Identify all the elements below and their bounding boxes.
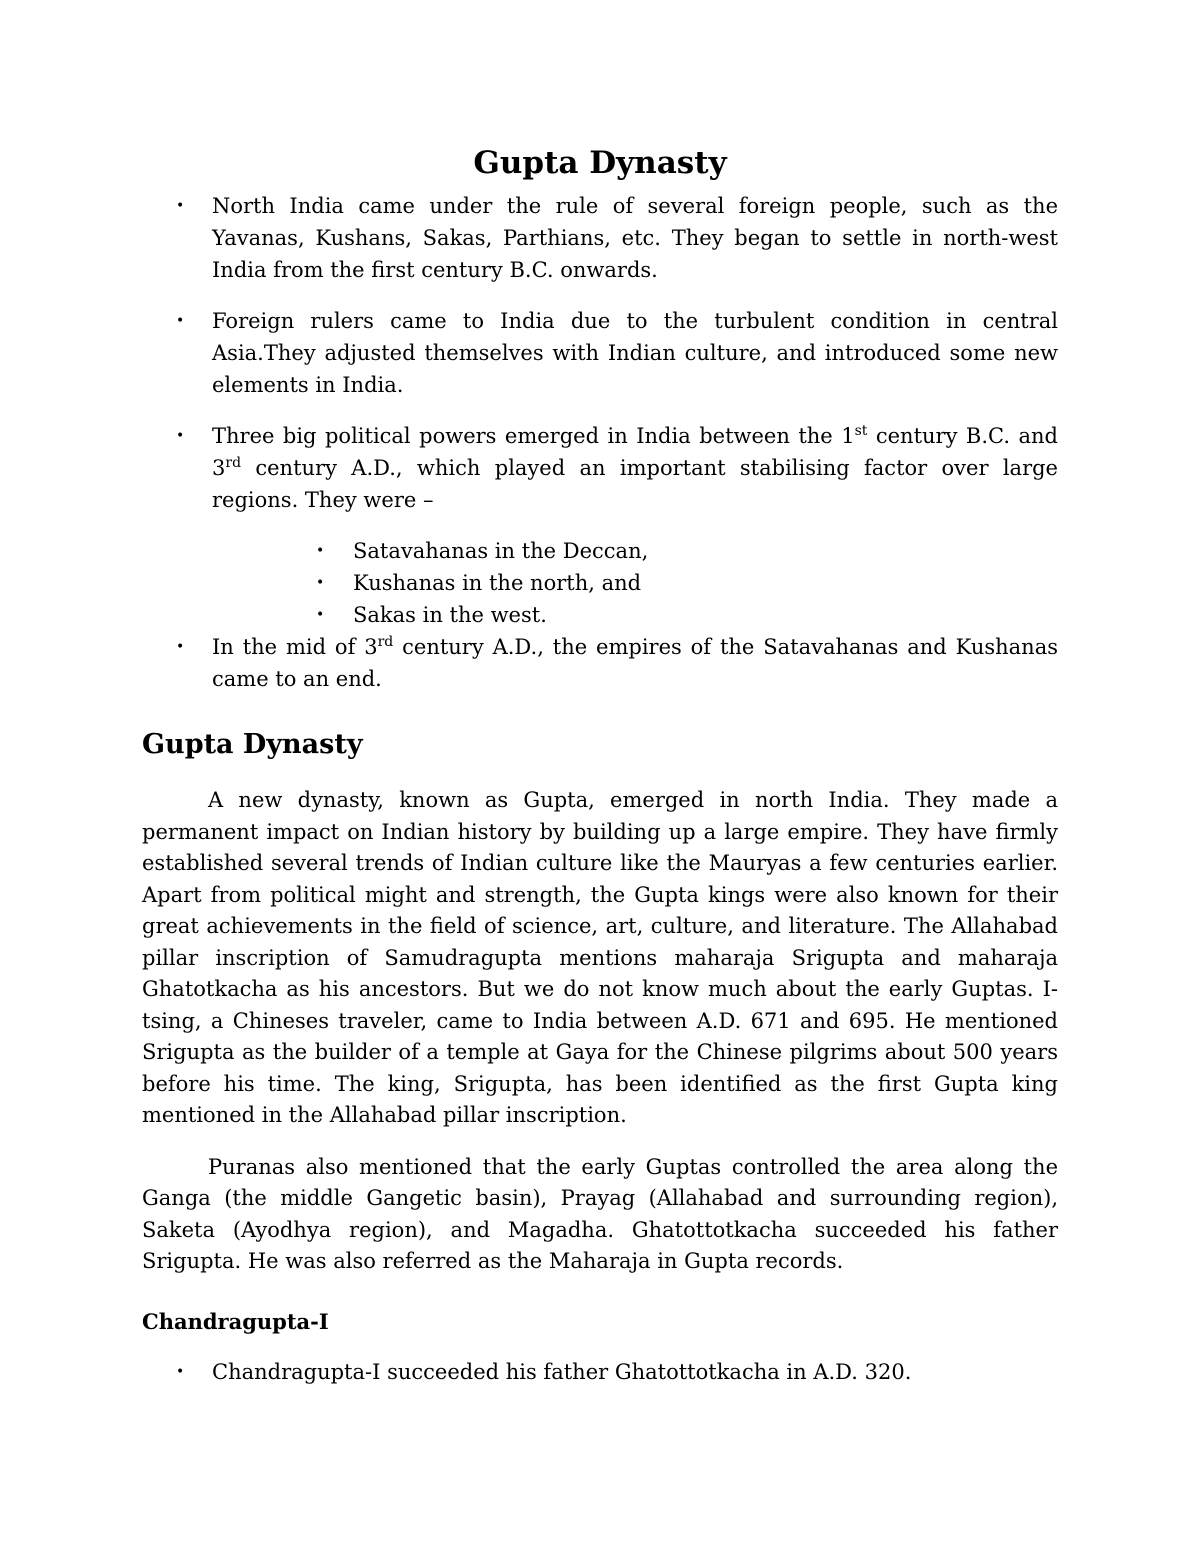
bullet-chandragupta-succession <box>142 1356 1058 1388</box>
bullet-foreign-rulers <box>142 305 1058 401</box>
chandragupta-bullet-list <box>142 1356 1058 1388</box>
bullet-icon: • <box>176 313 185 329</box>
superscript: st <box>854 423 868 439</box>
sub-bullet-sakas <box>212 599 1058 631</box>
bullet-icon: • <box>176 198 185 214</box>
powers-sub-list <box>212 535 1058 631</box>
paragraph-gupta-intro: A new dynasty, known as Gupta, emerged in north India. They made a permanent impact on Indian history by building up a large empire. They have firmly established several trends of Indian culture like the Mauryas a few centuries earlier. Apart from political might and strength, the Gupta kings were also known for their great achievements in the field of science, art, culture, and literature. The Allahabad pillar inscription of Samudragupta mentions maharaja Srigupta and maharaja Ghatotkacha as his ancestors. But we do not know much about the early Guptas. I-tsing, a Chineses traveler, came to India between A.D. 671 and 695. He mentioned Srigupta as the builder of a temple at Gaya for the Chinese pilgrims about 500 years before his time. The king, Srigupta, has been identified as the first Gupta king mentioned in the Allahabad pillar inscription. <box>142 788 1058 1127</box>
bullet-foreign-rule <box>142 190 1058 286</box>
bullet-icon: • <box>316 543 325 559</box>
bullet-text: In the mid of 3rd century A.D., the empires of the Satavahanas and Kushanas came to an end. <box>212 634 1058 691</box>
sub-bullet-text: Sakas in the west. <box>353 603 547 627</box>
document-page <box>142 140 1058 1388</box>
bullet-icon: • <box>316 575 325 591</box>
subheading-chandragupta: Chandragupta-I <box>142 1308 329 1334</box>
bullet-empires-end <box>142 631 1058 695</box>
section-heading: Gupta Dynasty <box>142 729 363 760</box>
bullet-text: Foreign rulers came to India due to the turbulent condition in central Asia.They adjusted themselves with Indian culture, and introduced some new elements in India. <box>212 309 1058 397</box>
bullet-text: Three big political powers emerged in India between the 1st century B.C. and 3rd century A.D., which played an important stabilising factor over large regions. They were – <box>212 423 1058 512</box>
superscript: rd <box>225 455 242 471</box>
sub-bullet-kushanas <box>212 567 1058 599</box>
sub-bullet-satavahanas <box>212 535 1058 567</box>
paragraph-puranas: Puranas also mentioned that the early Guptas controlled the area along the Ganga (the middle Gangetic basin), Prayag (Allahabad and surrounding region), Saketa (Ayodhya region), and Magadha. Ghatottotkacha succeeded his father Srigupta. He was also referred as the Maharaja in Gupta records. <box>142 1154 1058 1273</box>
document-title: Gupta Dynasty <box>473 145 727 181</box>
bullet-icon: • <box>176 639 185 655</box>
bullet-icon: • <box>316 607 325 623</box>
bullet-icon: • <box>176 1363 185 1380</box>
intro-bullet-list <box>142 190 1058 695</box>
sub-bullet-text: Kushanas in the north, and <box>353 571 642 595</box>
bullet-text: Chandragupta-I succeeded his father Ghatottotkacha in A.D. 320. <box>212 1359 912 1384</box>
bullet-icon: • <box>176 428 185 444</box>
bullet-text: North India came under the rule of several foreign people, such as the Yavanas, Kushans, Sakas, Parthians, etc. They began to settle in north-west India from the first century B.C. onwards. <box>212 194 1058 282</box>
sub-bullet-text: Satavahanas in the Deccan, <box>353 539 649 563</box>
bullet-political-powers <box>142 420 1058 631</box>
superscript: rd <box>377 634 394 650</box>
